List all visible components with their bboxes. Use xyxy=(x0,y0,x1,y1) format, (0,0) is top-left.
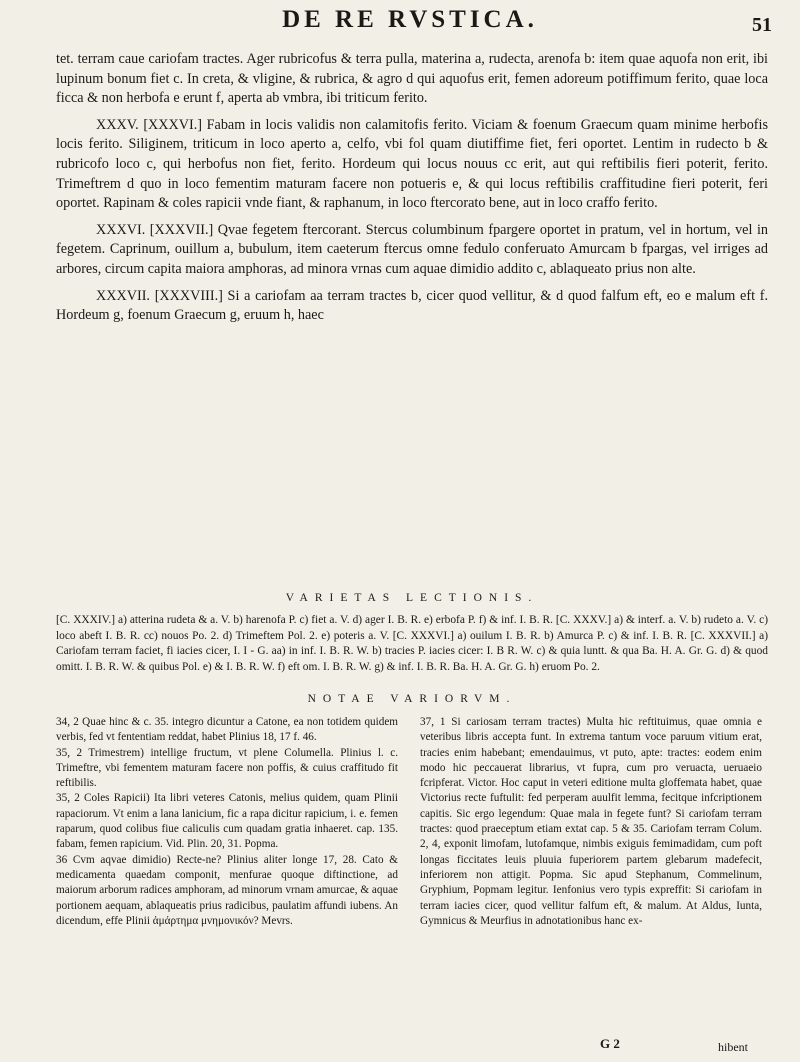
varietas-block xyxy=(56,613,768,677)
note-entry: 35, 2 Trimestrem) intellige fructum, vt plene Columella. Plinius l. c. Trimeftre, vbi fementem maturam facere non poffis, & cuius craffitudo fit reftibilis. xyxy=(56,746,398,790)
notes-heading: NOTAE VARIORVM. xyxy=(307,693,517,705)
varietas-paragraph: [C. XXXIV.] a) atterina rudeta & a. V. b) harenofa P. c) fiet a. V. d) ager I. B. R. e) erbofa P. f) & inf. I. B. R. [C. XXXV.] a) & interf. a. V. b) rudeto a. V. c) loco abeft I. B. R. cc) nouos Po. 2. d) Trimeftem Pol. 2. e) poteris a. V. [C. XXXVI.] a) ouilum I. B. R. b) Amurca P. c) & inf. I. B. R. [C. XXXVII.] a) Cariofam terram faciet, fi iacies cicer, I. I - G. aa) in inf. I. B. R. W. b) tracies P. iacies cicer: I. B R. W. c) & quia luntt. & qua Ba. H. A. Gr. G. d) & quod omitt. I. B. R. W. & quibus Pol. e) & I. B. R. W. f) eft om. I. B. R. W. g) & inf. I. B. R. Ba. H. A. Gr. G. h) eruom Po. 2. xyxy=(56,614,768,673)
note-entry: 35, 2 Coles Rapicii) Ita libri veteres Catonis, melius quidem, quam Plinii rapaciorum. Vt enim a lana lanicium, fic a rapa dicitur rapicium, i. e. femen raparum, quod colibus fiue caliculis cum quadam gratia inhaeret. cap. 135. fabam, femen rapicium. Vid. Plin. 20, 31. Popma. xyxy=(56,792,398,851)
page-number: 51 xyxy=(752,14,772,36)
note-entry: 34, 2 Quae hinc & c. 35. integro dicuntur a Catone, ea non totidem quidem verbis, fed vt fententiam reddat, habet Plinius 18, 17 f. 46. xyxy=(56,716,398,744)
signature-mark: G 2 xyxy=(600,1036,620,1051)
note-entry: 37, 1 Si cariosam terram tractes) Multa hic reftituimus, quae omnia e veteribus libris accepta funt. In extrema tantum voce paruum vitium erat, tracies enim habebant; emendauimus, vt puto, apte: tractes: eodem enim modo hic peccauerat librarius, vt fupra, cum pro veruacta, ueruaeio fcripferat. Victor. Hoc caput in veteri editione multa gloffemata habet, quae Victorius recte fuftulit: fed perperam auulfit lemma, fecitque infcriptionem capitis. Sic ergo legendum: Quae mala in fegete funt? Si cariofam terram tractes: quod praeceptum etiam extat cap. 5 & 35. Cariofam terram Colum. 2, 4, exponit limofam, lutofamque, nimbis exiguis femimadidam, cum poft longas ficcitates leuis pluuia fuperiorem partem glebarum madefecit, inferiorem non attigit. Popma. Sic apud Stephanum, Commelinum, Gryphium, Popmam legitur. Ienfonius vero typis expreffit: Si cariofam in terram iacies cicer, quod vellitur falfum eft, & malum. At Aldus, Iunta, Gymnicus & Meurfius in adnotationibus hanc ex- xyxy=(420,716,762,927)
chapter-paragraph: XXXV. [XXXVI.] Fabam in locis validis non calamitofis ferito. Viciam & foenum Graecum quam minime herbofis locis ferito. Siliginem, triticum in loco aperto a, celfo, vbi fol quam diutiffime fiet, feri oportet. Lentim in rudecto b & rubricofo loco c, qui herbofus non fiet, ferito. Hordeum qui locus nouus cc erit, aut qui reftibilis fieri poterit, ferito. Trimeftrem d quo in loco fementim maturam facere non potueris e, & qui locus reftibilis craffitudine fieri poterit, feri oportet. Rapinam & coles rapicii vnde fiant, & raphanum, in loco ftercorato bene, aut in loco craffo ferito. xyxy=(56,116,768,212)
main-paragraph: tet. terram caue cariofam tractes. Ager rubricofus & terra pulla, materina a, rudecta, arenofa b: item quae aquofa non erit, ibi lupinum bonum fiet c. In creta, & vligine, & rubrica, & agro d qui aquofus erit, femen adoreum potiffimum ferito, quae loca ficca & non herbofa e erunt f, aperta ab vmbra, ibi triticum ferito. xyxy=(56,51,768,107)
running-title: DE RE RVSTICA. xyxy=(282,6,538,33)
main-text-block xyxy=(56,50,768,333)
note-entry: 36 Cvm aqvae dimidio) Recte-ne? Plinius aliter longe 17, 28. Cato & medicamenta quaedam componit, menfurae quoque diftinctione, ad maiorum arborum radices amphoram, ad minorum vrnam amurcae, & aquae portionem aequam, ablaqueatis prius radicibus, paulatim affundi iubens. An dicendum, effe Plinii ἀμάρτημα μνημονικόν? Mevrs. xyxy=(56,853,398,927)
varietas-heading: VARIETAS LECTIONIS. xyxy=(285,592,539,604)
notes-right-column xyxy=(420,715,762,929)
chapter-paragraph: XXXVI. [XXXVII.] Qvae fegetem ftercorant. Stercus columbinum fpargere oportet in pratum, vel in hortum, vel in fegetem. Caprinum, ouillum a, bubulum, item caeterum ftercus omne fedulo conferuato Amurcam b fpargas, vel irriges ad arbores, circum capita maiora amphoras, ad minora vrnas cum aquae dimidio addito c, ablaqueato prius non alte. xyxy=(56,221,768,277)
notes-left-column xyxy=(56,715,398,929)
catchword: hibent xyxy=(718,1040,748,1054)
chapter-paragraph: XXXVII. [XXXVIII.] Si a cariofam aa terram tractes b, cicer quod vellitur, & d quod falfum eft, eo e malum eft f. Hordeum g, foenum Graecum g, eruum h, haec xyxy=(56,287,768,324)
